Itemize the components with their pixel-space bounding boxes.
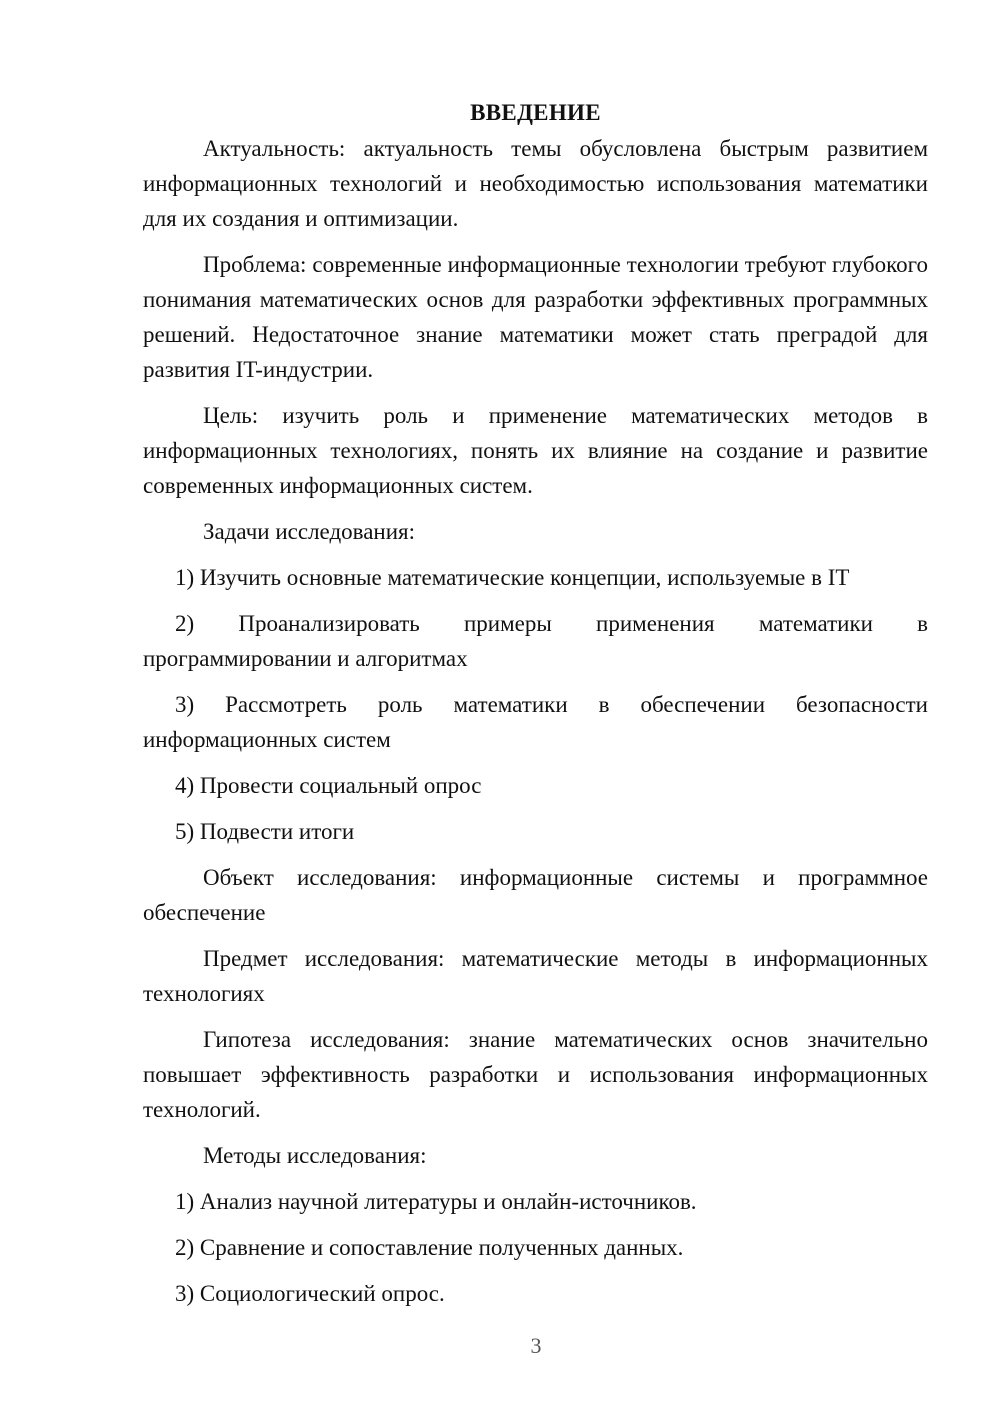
task-item-5: 5) Подвести итоги [175,819,355,844]
method-item-3: 3) Социологический опрос. [175,1281,445,1306]
hypothesis-paragraph: Гипотеза исследования: знание математических основ значительно повышает эффективность разработки и использования информационных технологий. [143,1027,928,1122]
document-body [143,95,928,1322]
subject-paragraph: Предмет исследования: математические методы в информационных технологиях [143,946,928,1006]
page-title: ВВЕДЕНИЕ [470,100,601,125]
object-paragraph: Объект исследования: информационные системы и программное обеспечение [143,865,928,925]
task-item-3: 3) Рассмотреть роль математики в обеспечении безопасности информационных систем [143,692,928,752]
page-number: 3 [530,1333,542,1358]
method-item-1: 1) Анализ научной литературы и онлайн-источников. [175,1189,697,1214]
problem-paragraph: Проблема: современные информационные технологии требуют глубокого понимания математических основ для разработки эффективных программных решений. Недостаточное знание математики может стать преградой для развития IT-индустрии. [143,252,928,382]
tasks-heading: Задачи исследования: [203,519,416,544]
relevance-paragraph: Актуальность: актуальность темы обусловлена быстрым развитием информационных технологий и необходимостью использования математики для их создания и оптимизации. [143,136,928,231]
method-item-2: 2) Сравнение и сопоставление полученных данных. [175,1235,684,1260]
task-item-1: 1) Изучить основные математические концепции, используемые в IT [175,565,850,590]
goal-paragraph: Цель: изучить роль и применение математических методов в информационных технологиях, понять их влияние на создание и развитие современных информационных систем. [143,403,928,498]
task-item-4: 4) Провести социальный опрос [175,773,482,798]
task-item-2: 2) Проанализировать примеры применения математики в программировании и алгоритмах [143,611,928,671]
methods-heading: Методы исследования: [203,1143,427,1168]
